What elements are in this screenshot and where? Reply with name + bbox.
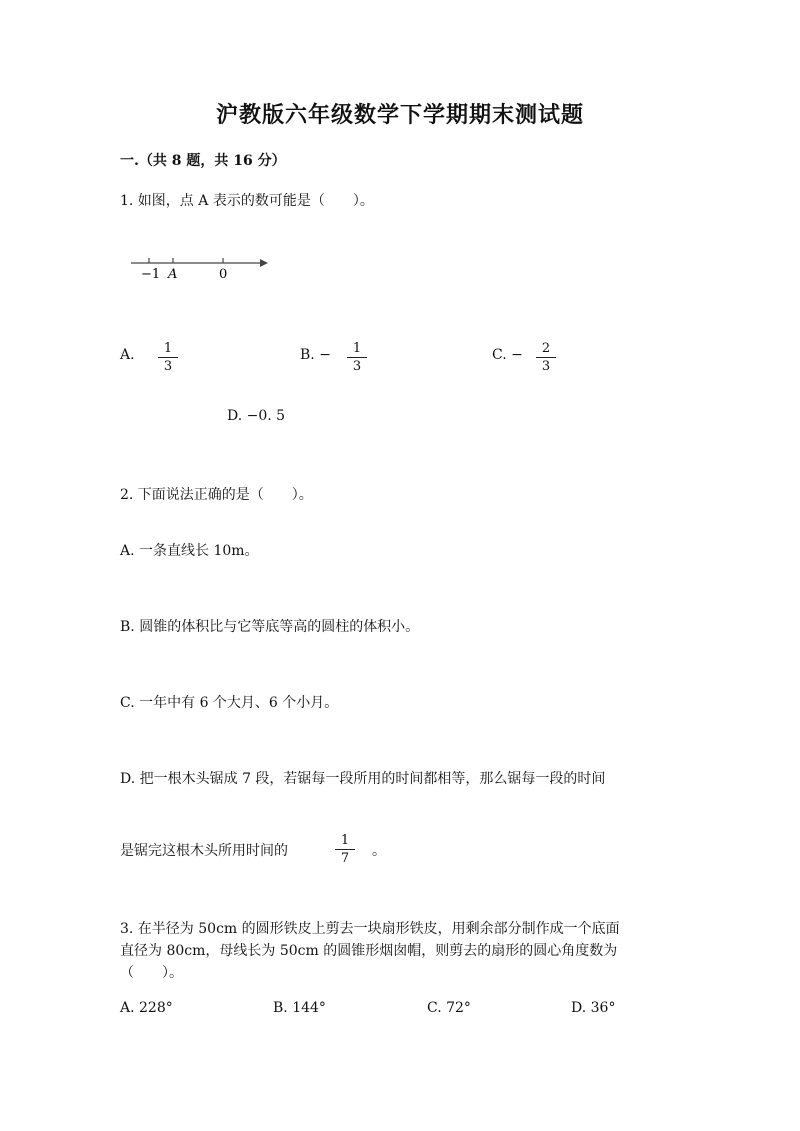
q1-option-b-label: B. − <box>300 347 331 363</box>
q1-stem: 1. 如图，点 A 表示的数可能是（ ）。 <box>120 193 374 209</box>
label-minus-one: −1 <box>141 267 161 282</box>
label-a: A <box>168 267 178 282</box>
q2-option-d-fraction <box>335 833 355 866</box>
q2-option-d-line2: 是锯完这根木头所用时间的 <box>120 843 288 859</box>
q2-option-c: C. 一年中有 6 个大月、6 个小月。 <box>120 695 339 711</box>
number-line-figure <box>125 252 275 284</box>
q3-option-d: D. 36° <box>571 1000 616 1016</box>
q2-option-b: B. 圆锥的体积比与它等底等高的圆柱的体积小。 <box>120 619 420 635</box>
page-title: 沪教版六年级数学下学期期末测试题 <box>215 102 584 128</box>
q2-option-d-line1: D. 把一根木头锯成 7 段，若锯每一段所用的时间都相等，那么锯每一段的时间 <box>120 771 606 787</box>
q1-option-a-label: A. <box>120 347 135 363</box>
q1-option-b-fraction <box>347 341 367 374</box>
fraction-numerator: 1 <box>158 341 178 358</box>
number-line-arrow <box>260 259 268 267</box>
q1-option-c-fraction <box>536 341 556 374</box>
q3-option-b: B. 144° <box>273 1000 326 1016</box>
q2-stem: 2. 下面说法正确的是（ ）。 <box>120 487 313 503</box>
q3-stem-line1: 3. 在半径为 50cm 的圆形铁皮上剪去一块扇形铁皮，用剩余部分制作成一个底面 <box>120 921 620 937</box>
fraction-denominator: 3 <box>163 359 173 374</box>
fraction-denominator: 3 <box>352 359 362 374</box>
q3-option-a: A. 228° <box>120 1000 173 1016</box>
q2-option-a: A. 一条直线长 10m。 <box>120 543 259 559</box>
fraction-denominator: 7 <box>340 851 350 866</box>
q1-option-d: D. −0. 5 <box>227 408 286 424</box>
label-zero: 0 <box>219 267 228 282</box>
q3-stem-line2: 直径为 80cm，母线长为 50cm 的圆锥形烟囱帽，则剪去的扇形的圆心角度数为 <box>120 943 618 959</box>
q3-stem-line3: （ ）。 <box>120 965 183 981</box>
fraction-numerator: 1 <box>335 833 355 850</box>
q1-option-a-fraction <box>158 341 178 374</box>
fraction-numerator: 1 <box>347 341 367 358</box>
fraction-numerator: 2 <box>536 341 556 358</box>
fraction-denominator: 3 <box>541 359 551 374</box>
q3-option-c: C. 72° <box>427 1000 471 1016</box>
section-heading: 一.（共 8 题，共 16 分） <box>120 153 286 169</box>
q1-option-c-label: C. − <box>492 347 523 363</box>
q2-option-d-end: 。 <box>372 843 386 859</box>
